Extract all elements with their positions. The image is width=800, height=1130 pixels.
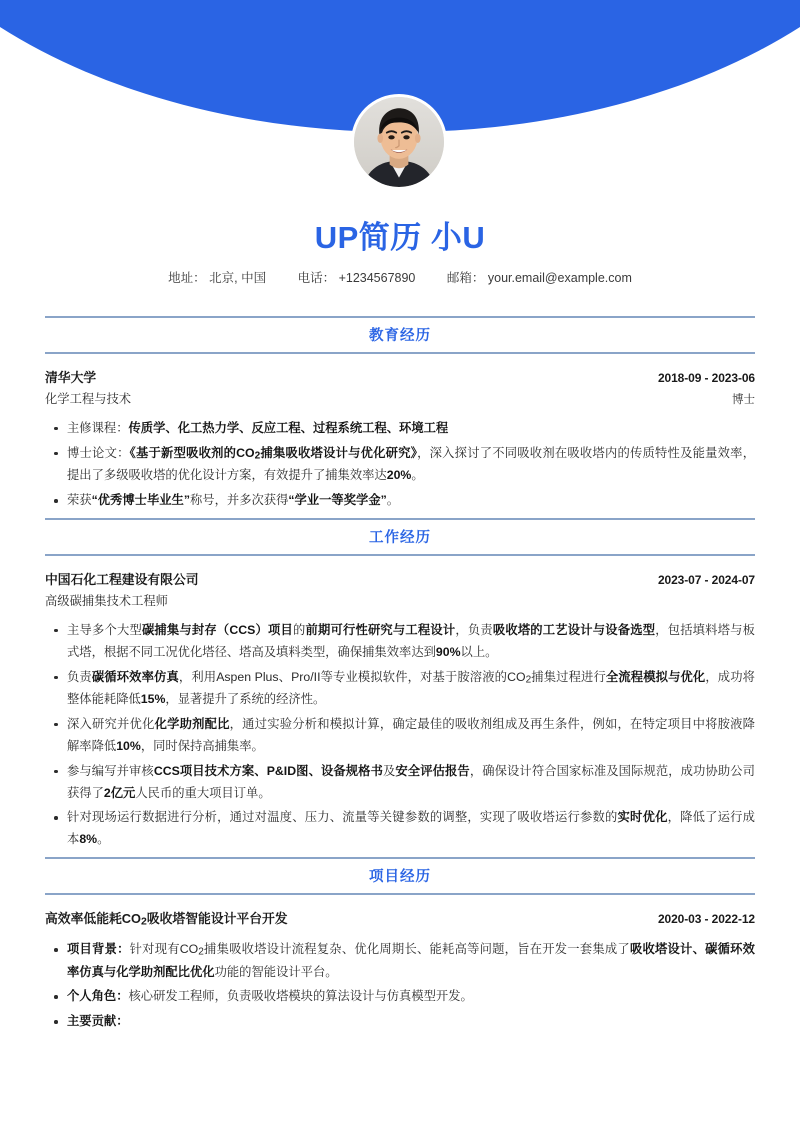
work-entry (45, 569, 755, 851)
section-education-header (45, 316, 755, 354)
education-entry-top (45, 367, 755, 389)
contact-phone-label: 电话： (297, 271, 336, 285)
contact-email-label: 邮箱： (446, 271, 485, 285)
user-photo-icon (354, 97, 444, 187)
education-entry (45, 367, 755, 512)
project-bullets (45, 939, 755, 1033)
contact-email-value: your.email@example.com (487, 271, 632, 285)
bullet-item: 深入研究并优化化学助剂配比，通过实验分析和模拟计算，确定最佳的吸收剂组成及再生条件，例如，在特定项目中将胺液降解率降低10%，同时保持高捕集率。 (45, 714, 755, 758)
contact-phone-value: +1234567890 (338, 271, 416, 285)
education-degree: 博士 (732, 394, 755, 407)
education-date: 2018-09 - 2023-06 (657, 371, 755, 385)
contact-address-value: 北京, 中国 (209, 271, 267, 285)
bullet-item: 个人角色：核心研发工程师，负责吸收塔模块的算法设计与仿真模型开发。 (45, 986, 755, 1008)
education-bullets (45, 418, 755, 512)
work-company: 中国石化工程建设有限公司 (45, 571, 199, 587)
work-role: 高级碳捕集技术工程师 (45, 594, 168, 609)
bullet-item: 博士论文：《基于新型吸收剂的CO2捕集吸收塔设计与优化研究》，深入探讨了不同吸收剂在吸收塔内的传质特性及能量效率，提出了多级吸收塔的优化设计方案，有效提升了捕集效率达20%。 (45, 443, 755, 487)
project-entry (45, 908, 755, 1033)
contact-address-label: 地址： (168, 271, 206, 285)
bullet-item: 项目背景：针对现有CO2捕集吸收塔设计流程复杂、优化周期长、能耗高等问题，旨在开发一套集成了吸收塔设计、碳循环效率仿真与化学助剂配比优化功能的智能设计平台。 (45, 939, 755, 983)
avatar (351, 94, 447, 190)
contact-phone (298, 268, 416, 286)
work-entry-sub (45, 591, 755, 613)
candidate-name: UP简历 小U (314, 220, 486, 255)
section-work (0, 518, 800, 851)
bullet-item: 主修课程：传质学、化工热力学、反应工程、过程系统工程、环境工程 (45, 418, 755, 440)
section-education-title: 教育经历 (369, 328, 431, 344)
education-entry-sub (45, 389, 755, 411)
work-bullets (45, 620, 755, 851)
resume-header (0, 0, 800, 310)
bullet-item: 主导多个大型碳捕集与封存（CCS）项目的前期可行性研究与工程设计，负责吸收塔的工艺设计与设备选型，包括填料塔与板式塔，根据不同工况优化塔径、塔高及填料类型，确保捕集效率达到90%以上。 (45, 620, 755, 664)
contact-email (447, 268, 632, 286)
project-entry-top (45, 908, 755, 932)
section-projects-title: 项目经历 (369, 869, 431, 886)
education-major: 化学工程与技术 (45, 392, 132, 407)
bullet-item: 针对现场运行数据进行分析，通过对温度、压力、流量等关键参数的调整，实现了吸收塔运行参数的实时优化，降低了运行成本8%。 (45, 807, 755, 851)
section-work-title: 工作经历 (369, 529, 431, 546)
section-education (0, 316, 800, 512)
section-projects (0, 857, 800, 1033)
bullet-item: 主要贡献： (45, 1011, 755, 1033)
section-projects-header (45, 857, 755, 895)
section-work-header (45, 518, 755, 556)
bullet-item: 荣获“优秀博士毕业生”称号，并多次获得“学业一等奖学金”。 (45, 490, 755, 512)
contact-address (168, 268, 266, 286)
project-name: 高效率低能耗CO2吸收塔智能设计平台开发 (45, 911, 288, 928)
bullet-item: 参与编写并审核CCS项目技术方案、P&ID图、设备规格书及安全评估报告，确保设计符合国家标准及国际规范，成功协助公司获得了2亿元人民币的重大项目订单。 (45, 761, 755, 805)
project-date: 2020-03 - 2022-12 (657, 912, 755, 927)
work-entry-top (45, 569, 755, 591)
bullet-item: 负责碳循环效率仿真，利用Aspen Plus、Pro/II等专业模拟软件，对基于胺溶液的CO2捕集过程进行全流程模拟与优化，成功将整体能耗降低15%，显著提升了系统的经济性。 (45, 667, 755, 711)
contact-line (0, 268, 800, 286)
work-date: 2023-07 - 2024-07 (657, 572, 755, 587)
education-org: 清华大学 (45, 370, 97, 385)
